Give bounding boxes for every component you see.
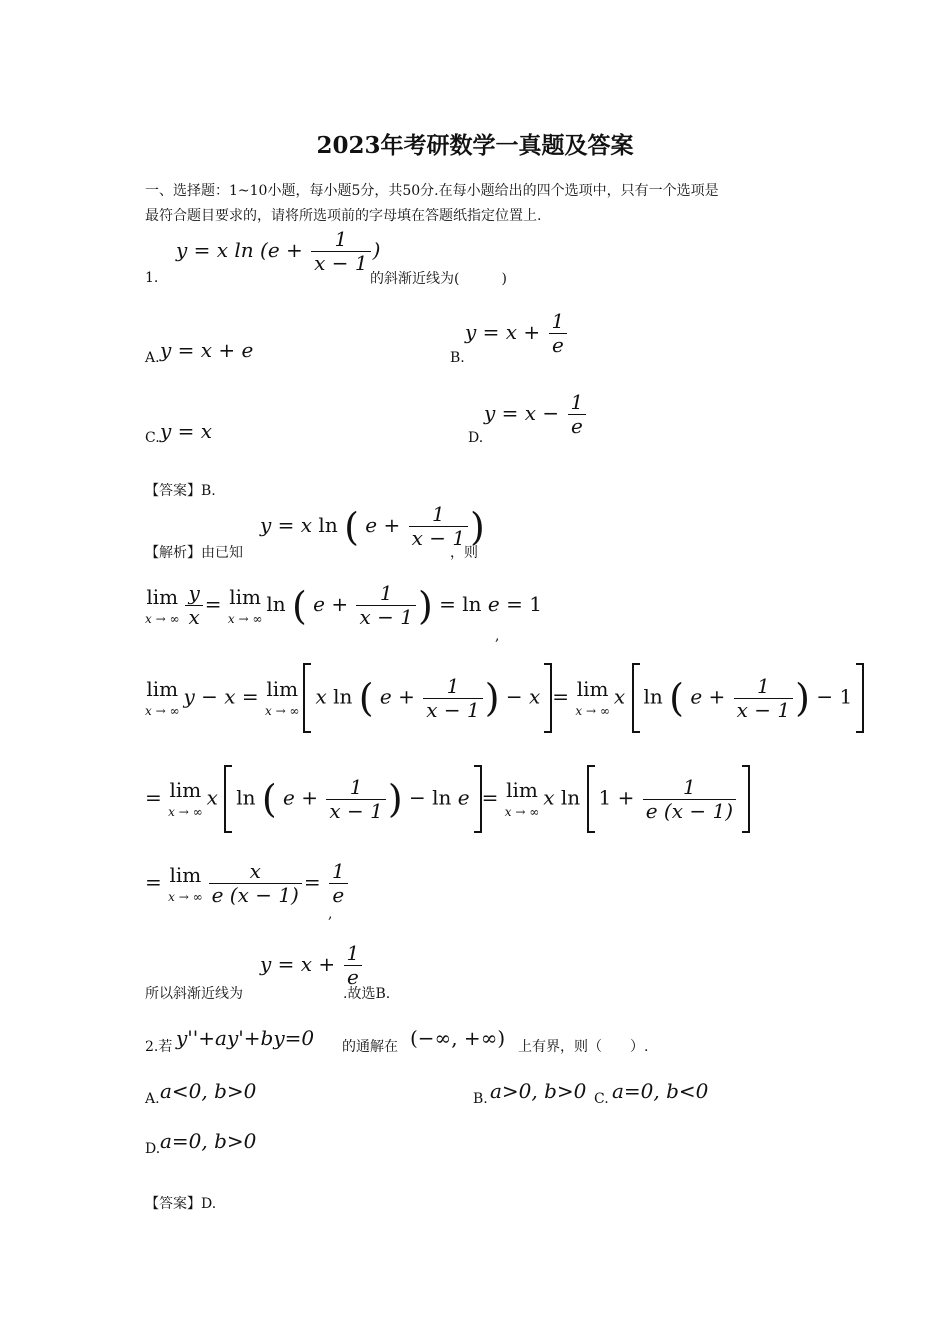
q2-option-b-label: B. (473, 1091, 488, 1107)
derivation-line-4: = lim x → ∞ $\frac{x}{e (x - 1)}$ = $\frac{1}{e}$ (145, 860, 350, 907)
q1-option-b-math: y = x + $\frac{1}{e}$ (465, 310, 569, 357)
q1-suffix: 的斜渐近线为( ) (370, 271, 507, 287)
q2-suffix: 上有界，则（ ）. (518, 1039, 649, 1055)
q1-option-c-math: y = x (160, 419, 213, 443)
intro-line-1: 一、选择题：1~10小题，每小题5分，共50分.在每小题给出的四个选项中，只有一个选项是 (145, 183, 719, 199)
q1-function: y = x ln (e + $\frac{1}{x - 1}$ ) (176, 227, 381, 275)
q1-number: 1. (145, 270, 159, 286)
derivation-line-2: lim x → ∞ y − x = lim x → ∞ x ln ( e + $\frac{1}{x - 1}$ ) − x = lim x → ∞ x ln ( e + $\frac{1}{x - 1}$ ) − 1 (145, 663, 864, 733)
q2-option-c-math: a=0, b<0 (612, 1079, 709, 1103)
q1-conclusion-suffix: .故选B. (343, 986, 391, 1002)
q1-analysis-prefix: 【解析】由已知 (145, 545, 243, 561)
q2-option-d-label: D. (145, 1141, 161, 1157)
q2-mid: 的通解在 (342, 1039, 398, 1055)
derivation-line-1: lim x → ∞ $\frac{y}{x}$ = lim x → ∞ ln ( e + $\frac{1}{x - 1}$ ) = ln e = 1 (145, 581, 542, 629)
derivation-comma-1: , (495, 628, 500, 644)
q1-option-c-label: C. (145, 430, 160, 446)
q1-analysis-function: y = x ln ( e + $\frac{1}{x - 1}$ ) (260, 502, 485, 550)
q1-analysis-suffix: ，则 (450, 545, 478, 561)
q2-option-b-math: a>0, b>0 (490, 1079, 587, 1103)
q2-option-a-label: A. (145, 1091, 160, 1107)
q1-option-a-math: y = x + e (160, 338, 254, 362)
q1-conclusion-prefix: 所以斜渐近线为 (145, 986, 243, 1002)
q1-answer: 【答案】B. (145, 483, 216, 499)
q2-option-d-math: a=0, b>0 (160, 1129, 257, 1153)
q1-conclusion-math: y = x + $\frac{1}{e}$ (260, 942, 364, 989)
page-title: 2023年考研数学一真题及答案 (316, 132, 634, 159)
q1-option-d-math: y = x − $\frac{1}{e}$ (484, 391, 588, 438)
q1-option-a-label: A. (145, 350, 160, 366)
derivation-line-3: = lim x → ∞ x ln ( e + $\frac{1}{x - 1}$ ) − ln e = lim x → ∞ x ln 1 + $\frac{1}{e (x - 1)}$ (145, 765, 750, 833)
q1-option-b-label: B. (450, 350, 465, 366)
intro-line-2: 最符合题目要求的，请将所选项前的字母填在答题纸指定位置上. (145, 208, 542, 224)
q1-option-d-label: D. (468, 430, 484, 446)
q2-answer: 【答案】D. (145, 1196, 217, 1212)
q2-option-c-label: C. (594, 1091, 609, 1107)
q2-option-a-math: a<0, b>0 (160, 1079, 257, 1103)
derivation-comma-2: , (328, 906, 333, 922)
q2-prefix: 2.若 (145, 1039, 173, 1055)
q2-interval: (−∞, +∞) (410, 1026, 506, 1050)
q2-equation: y''+ay'+by=0 (176, 1026, 315, 1050)
